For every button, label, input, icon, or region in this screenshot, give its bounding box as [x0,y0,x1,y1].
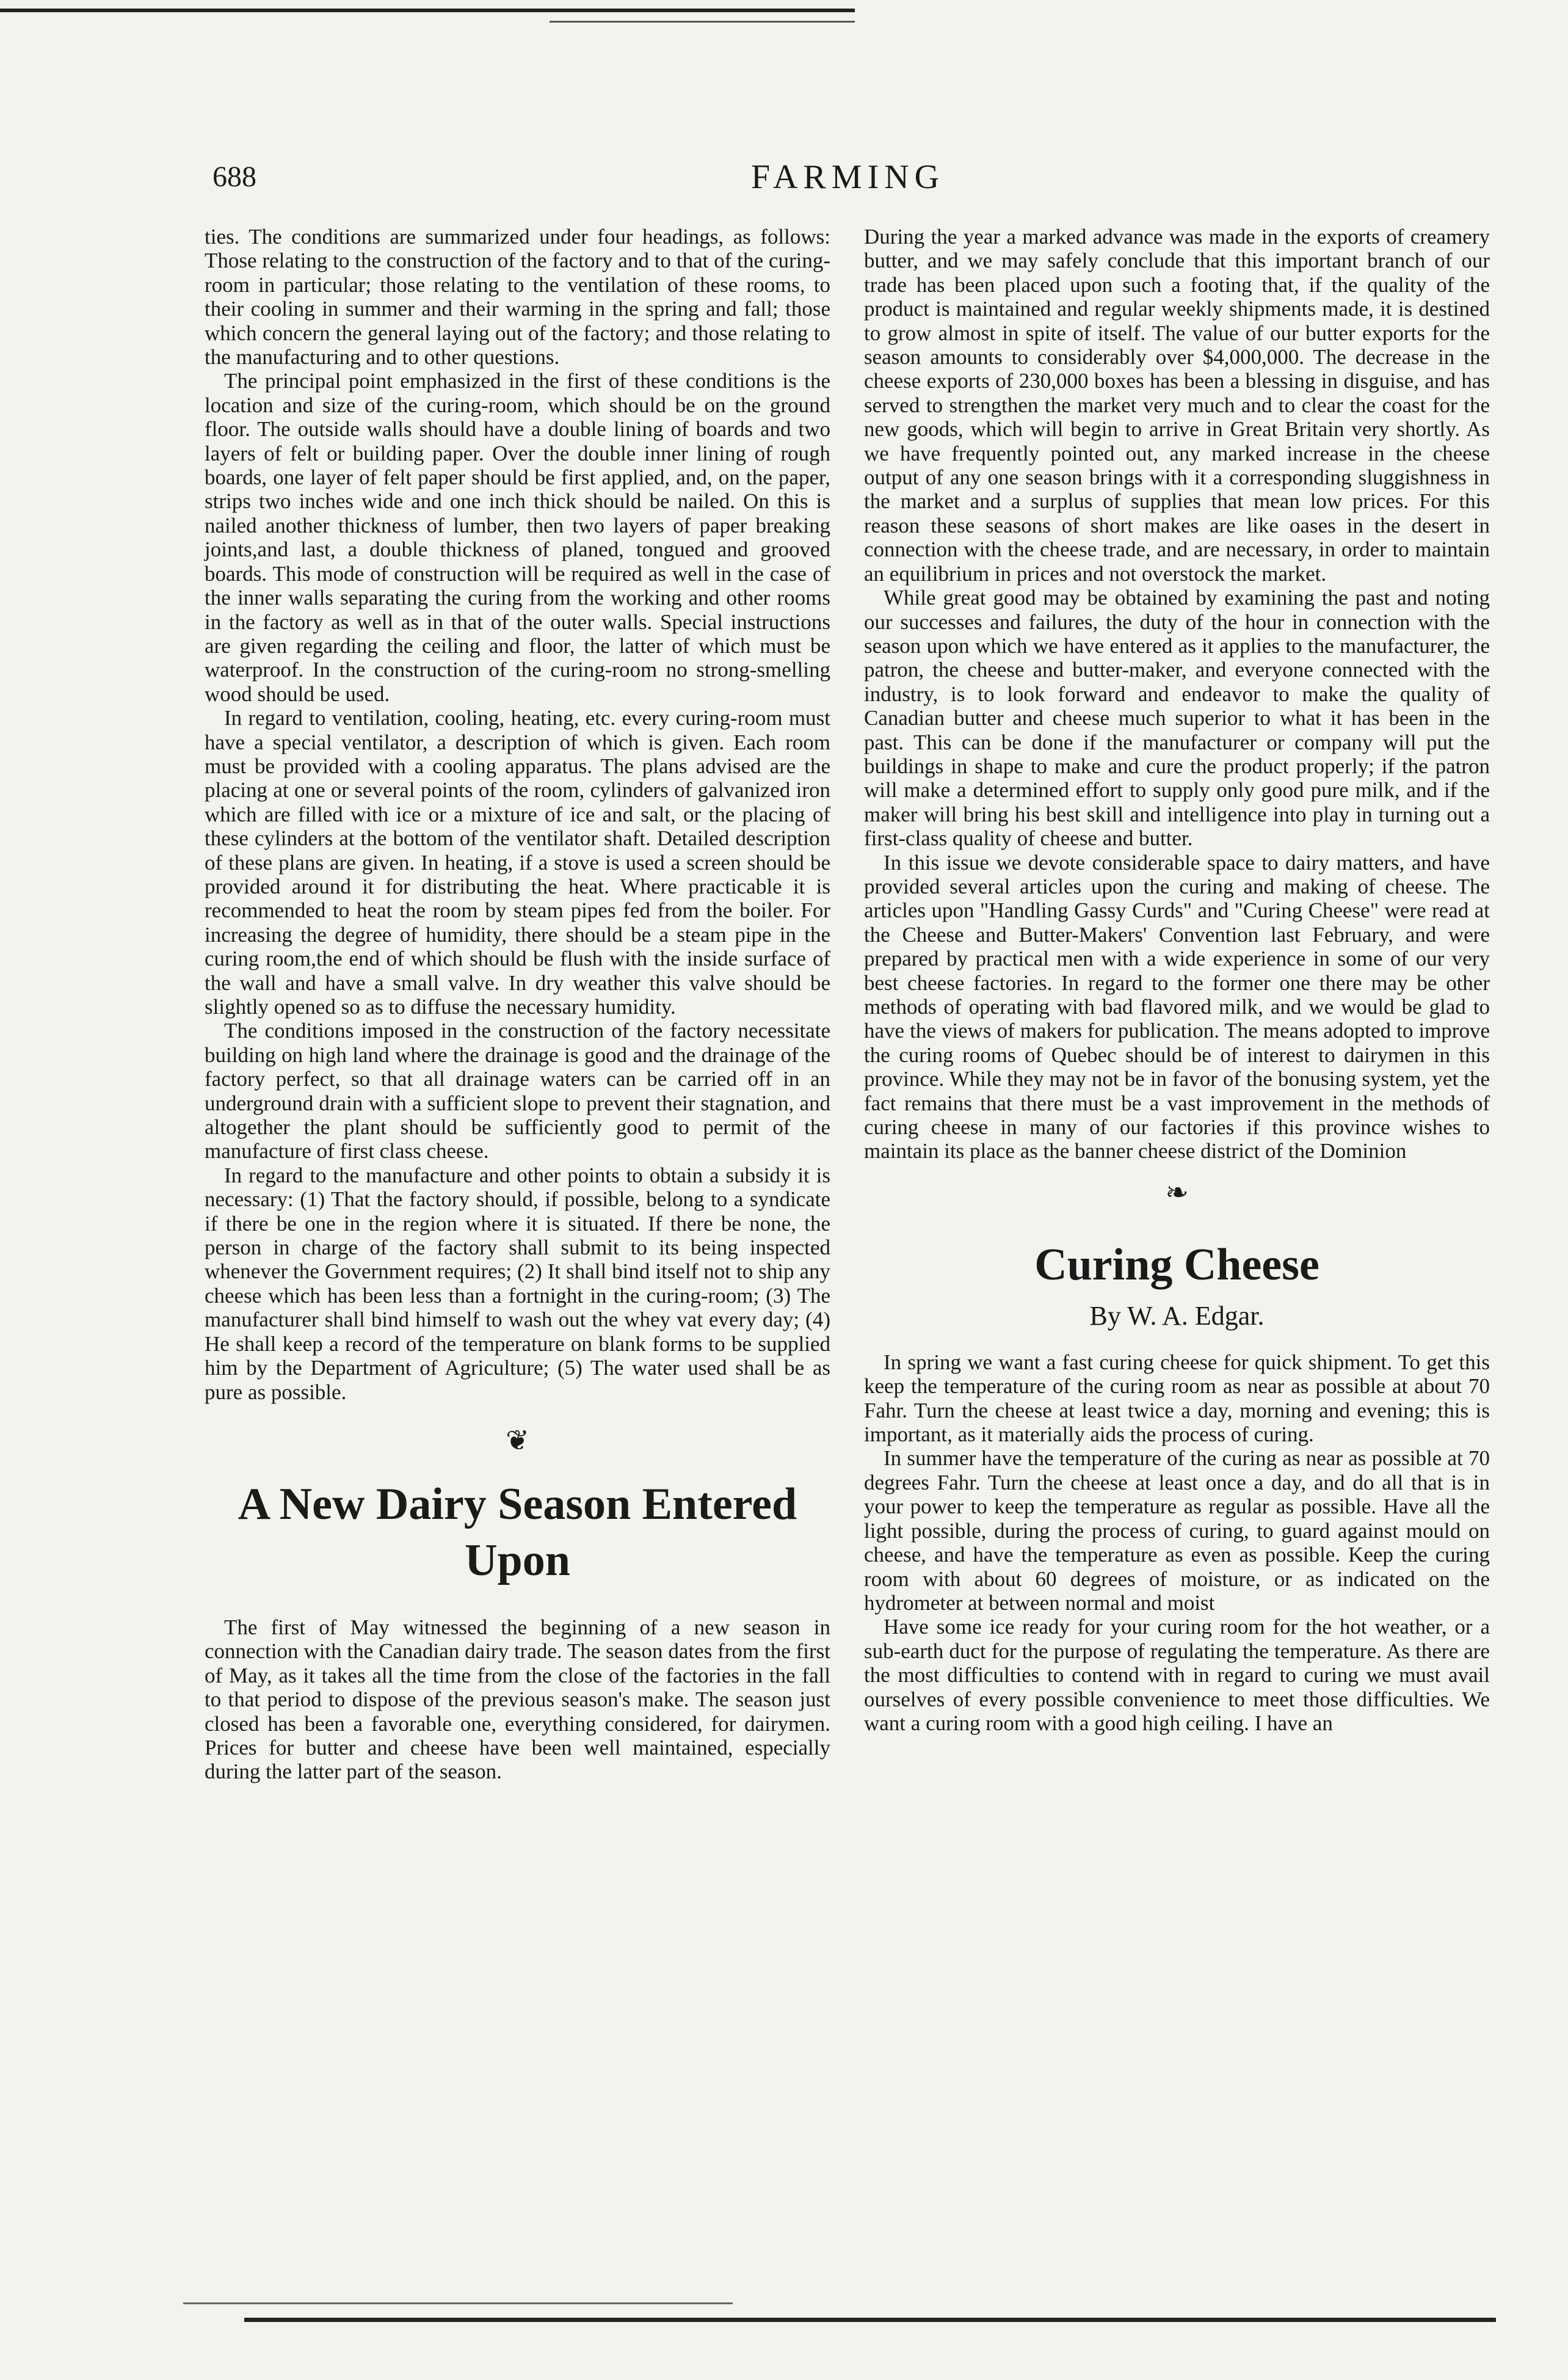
right-column [864,225,1490,1735]
page-number: 688 [212,161,256,193]
article-paragraph: The first of May witnessed the beginning of a new season in connection with the Canadian dairy trade. The season dates from the first of May, as it takes all the time from the close of the factories in the fall to that period to dispose of the previous season's make. The season just closed has been a favorable one, everything considered, for dairymen. Prices for butter and cheese have been well maintained, especially during the latter part of the season. [205,1615,830,1784]
bottom-border-rule-secondary [183,2302,733,2304]
article-heading: A New Dairy Season Entered Upon [238,1479,797,1585]
heading-spacer [205,1591,830,1615]
article-paragraph: While great good may be obtained by examining the past and noting our successes and failures, the duty of the hour in connection with the season upon which we have entered as it applies to the manufacturer, the patron, the cheese and butter-maker, and everyone connected with the industry, is to look forward and endeavor to make the quality of Canadian butter and cheese much superior to what it has been in the past. This can be done if the manufacturer or company will put the buildings in shape to make and cure the product properly; if the patron will make a determined effort to supply only good pure milk, and if the maker will bring his best skill and intelligence into play in turning out a first-class quality of cheese and butter. [864,586,1490,851]
article-paragraph: In regard to ventilation, cooling, heating, etc. every curing-room must have a special ventilator, a description of which is given. Each room must be provided with a cooling apparatus. The plans advised are the placing at one or several points of the room, cylinders of galvanized iron which are filled with ice or a mixture of ice and salt, or the placing of these cylinders at the bottom of the ventilator shaft. Detailed description of these plans are given. In heating, if a stove is used a screen should be provided around it for distributing the heat. Where practicable it is recommended to heat the room by steam pipes fed from the boiler. For increasing the degree of humidity, there should be a steam pipe in the curing room,the end of which should be flush with the inside surface of the wall and have a small valve. In dry weather this valve should be slightly opened so as to diffuse the necessary humidity. [205,706,830,1019]
top-border-rule [0,9,855,12]
article-paragraph: In summer have the temperature of the curing as near as possible at 70 degrees Fahr. Turn the cheese at least once a day, and do all that is in your power to keep the temperature as regular as possible. Have all the light possible, during the process of curing, to guard against mould on cheese, and have the temperature as even as possible. Keep the curing room with about 60 degrees of moisture, or as indicated on the hydrometer at between normal and moist [864,1446,1490,1615]
bottom-border-rule [244,2318,1496,2322]
article-heading: Curing Cheese [1034,1239,1319,1290]
article-paragraph: Have some ice ready for your curing room for the hot weather, or a sub-earth duct for the purpose of regulating the temperature. As there are the most difficulties to contend with in regard to curing we must avail ourselves of every possible convenience to meet those difficulties. We want a curing room with a good high ceiling. I have an [864,1615,1490,1735]
top-border-rule-secondary [550,21,855,23]
article-paragraph: During the year a marked advance was made in the exports of creamery butter, and we may safely conclude that this important branch of our trade has been placed upon such a footing that, if the quality of the product is maintained and regular weekly shipments made, it is destined to grow almost in spite of itself. The value of our butter exports for the season amounts to considerably over $4,000,000. The decrease in the cheese exports of 230,000 boxes has been a blessing in disguise, and has served to strengthen the market very much and to clear the coast for the new goods, which will begin to arrive in Great Britain very shortly. As we have frequently pointed out, any marked increase in the cheese output of any one season brings with it a corresponding sluggishness in the market and a surplus of supplies that mean low prices. For this reason these seasons of short makes are like oases in the desert in connection with the cheese trade, and are necessary, in order to maintain an equilibrium in prices and not overstock the market. [864,225,1490,586]
section-ornament-icon: ❧ [1165,1176,1189,1208]
left-column [205,225,830,1784]
article-paragraph: In this issue we devote considerable space to dairy matters, and have provided several articles upon the curing and making of cheese. The articles upon "Handling Gassy Curds" and "Curing Cheese" were read at the Cheese and Butter-Makers' Convention last February, and were prepared by practical men with a wide experience in some of our very best cheese factories. In regard to the former one there may be other methods of operating with bad flavored milk, and we would be glad to have the views of makers for publication. The means adopted to improve the curing rooms of Quebec should be of interest to dairymen in this province. While they may not be in favor of the bonusing system, yet the fact remains that there must be a vast improvement in the methods of curing cheese in many of our factories if this province wishes to maintain its place as the banner cheese district of the Dominion [864,850,1490,1163]
article-byline: By W. A. Edgar. [1089,1300,1265,1331]
article-paragraph: ties. The conditions are summarized under four headings, as follows: Those relating to the construction of the factory and to that of the curing-room in particular; those relating to the ventilation of these rooms, to their cooling in summer and their warming in the spring and fall; those which concern the general laying out of the factory; and those relating to the manufacturing and to other questions. [205,225,830,369]
running-head: FARMING [751,158,945,196]
article-paragraph: The conditions imposed in the construction of the factory necessitate building on high land where the drainage is good and the drainage of the factory perfect, so that all drainage waters can be carried off in an underground drain with a sufficient slope to prevent their stagnation, and altogether the plant should be sufficiently good to permit of the manufacture of first class cheese. [205,1019,830,1163]
section-ornament-icon: ❦ [506,1424,529,1456]
article-paragraph: The principal point emphasized in the first of these conditions is the location and size of the curing-room, which should be on the ground floor. The outside walls should have a double lining of boards and two layers of felt or building paper. Over the double inner lining of rough boards, one layer of felt paper should be first applied, and, on the paper, strips two inches wide and one inch thick should be nailed. On this is nailed another thickness of lumber, then two layers of paper breaking joints,and last, a double thickness of planed, tongued and grooved boards. This mode of construction will be required as well in the case of the inner walls separating the curing from the working and other rooms in the factory as well as in that of the outer walls. Special instructions are given regarding the ceiling and floor, the latter of which must be waterproof. In the construction of the curing-room no strong-smelling wood should be used. [205,369,830,706]
article-paragraph: In spring we want a fast curing cheese for quick shipment. To get this keep the temperature of the curing room as near as possible at about 70 Fahr. Turn the cheese at least twice a day, morning and evening; this is important, as it materially aids the process of curing. [864,1350,1490,1447]
article-paragraph: In regard to the manufacture and other points to obtain a subsidy it is necessary: (1) That the factory should, if possible, belong to a syndicate if there be one in the region where it is situated. If there be none, the person in charge of the factory shall submit to its being inspected whenever the Government requires; (2) It shall bind itself not to ship any cheese which has been less than a fortnight in the curing-room; (3) The manufacturer shall bind himself to wash out the whey vat every day; (4) He shall keep a record of the temperature on blank forms to be supplied him by the Department of Agriculture; (5) The water used shall be as pure as possible. [205,1163,830,1404]
